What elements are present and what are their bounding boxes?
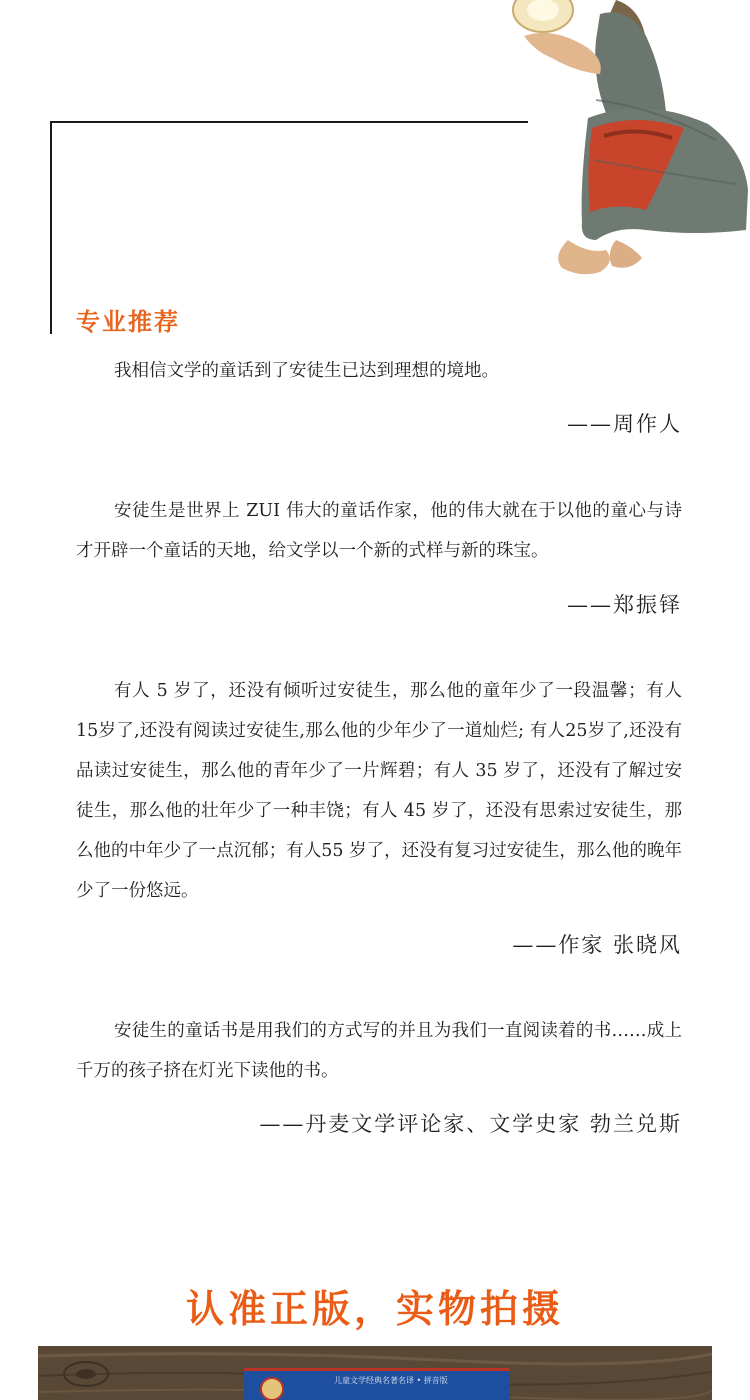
quote-1-attribution: ——周作人	[567, 412, 682, 436]
quote-1-text: 我相信文学的童话到了安徒生已达到理想的境地。	[114, 361, 499, 381]
section-heading: 专业推荐	[76, 307, 180, 336]
seated-figure-illustration	[496, 0, 750, 285]
book-cover-red-edge	[244, 1368, 510, 1371]
book-badge-icon	[260, 1377, 284, 1400]
quote-4-text: 安徒生的童话书是用我们的方式写的并且为我们一直阅读着的书……成上千万的孩子挤在灯光下读他的书。	[76, 1021, 682, 1081]
authenticity-banner-title: 认准正版，实物拍摄	[185, 1286, 564, 1331]
quote-2-attribution: ——郑振铎	[567, 593, 682, 617]
quote-3-text: 有人 5 岁了，还没有倾听过安徒生，那么他的童年少了一段温馨；有人15岁了,还没有阅读过安徒生,那么他的少年少了一道灿烂; 有人25岁了,还没有品读过安徒生，那么他的青年少了一片辉碧；有人 35 岁了，还没有了解过安徒生，那么他的壮年少了一种丰饶；有人 45 岁了，还没有思索过安徒生，那么他的中年少了一点沉郁；有人55 岁了，还没有复习过安徒生，那么他的晚年少了一份悠远。	[76, 681, 682, 901]
book-cover	[244, 1368, 510, 1400]
quote-2-text: 安徒生是世界上 ZUI 伟大的童话作家，他的伟大就在于以他的童心与诗才开辟一个童话的天地，给文学以一个新的式样与新的珠宝。	[76, 501, 682, 561]
frame-left-line	[50, 121, 52, 334]
quote-4-attribution: ——丹麦文学评论家、文学史家 勃兰兑斯	[259, 1112, 682, 1136]
product-photo	[38, 1346, 712, 1400]
book-cover-series-text: 儿童文学经典名著名译 • 拼音版	[334, 1376, 448, 1385]
quote-3-attribution: ——作家 张晓风	[512, 933, 682, 957]
frame-top-line	[50, 121, 528, 123]
